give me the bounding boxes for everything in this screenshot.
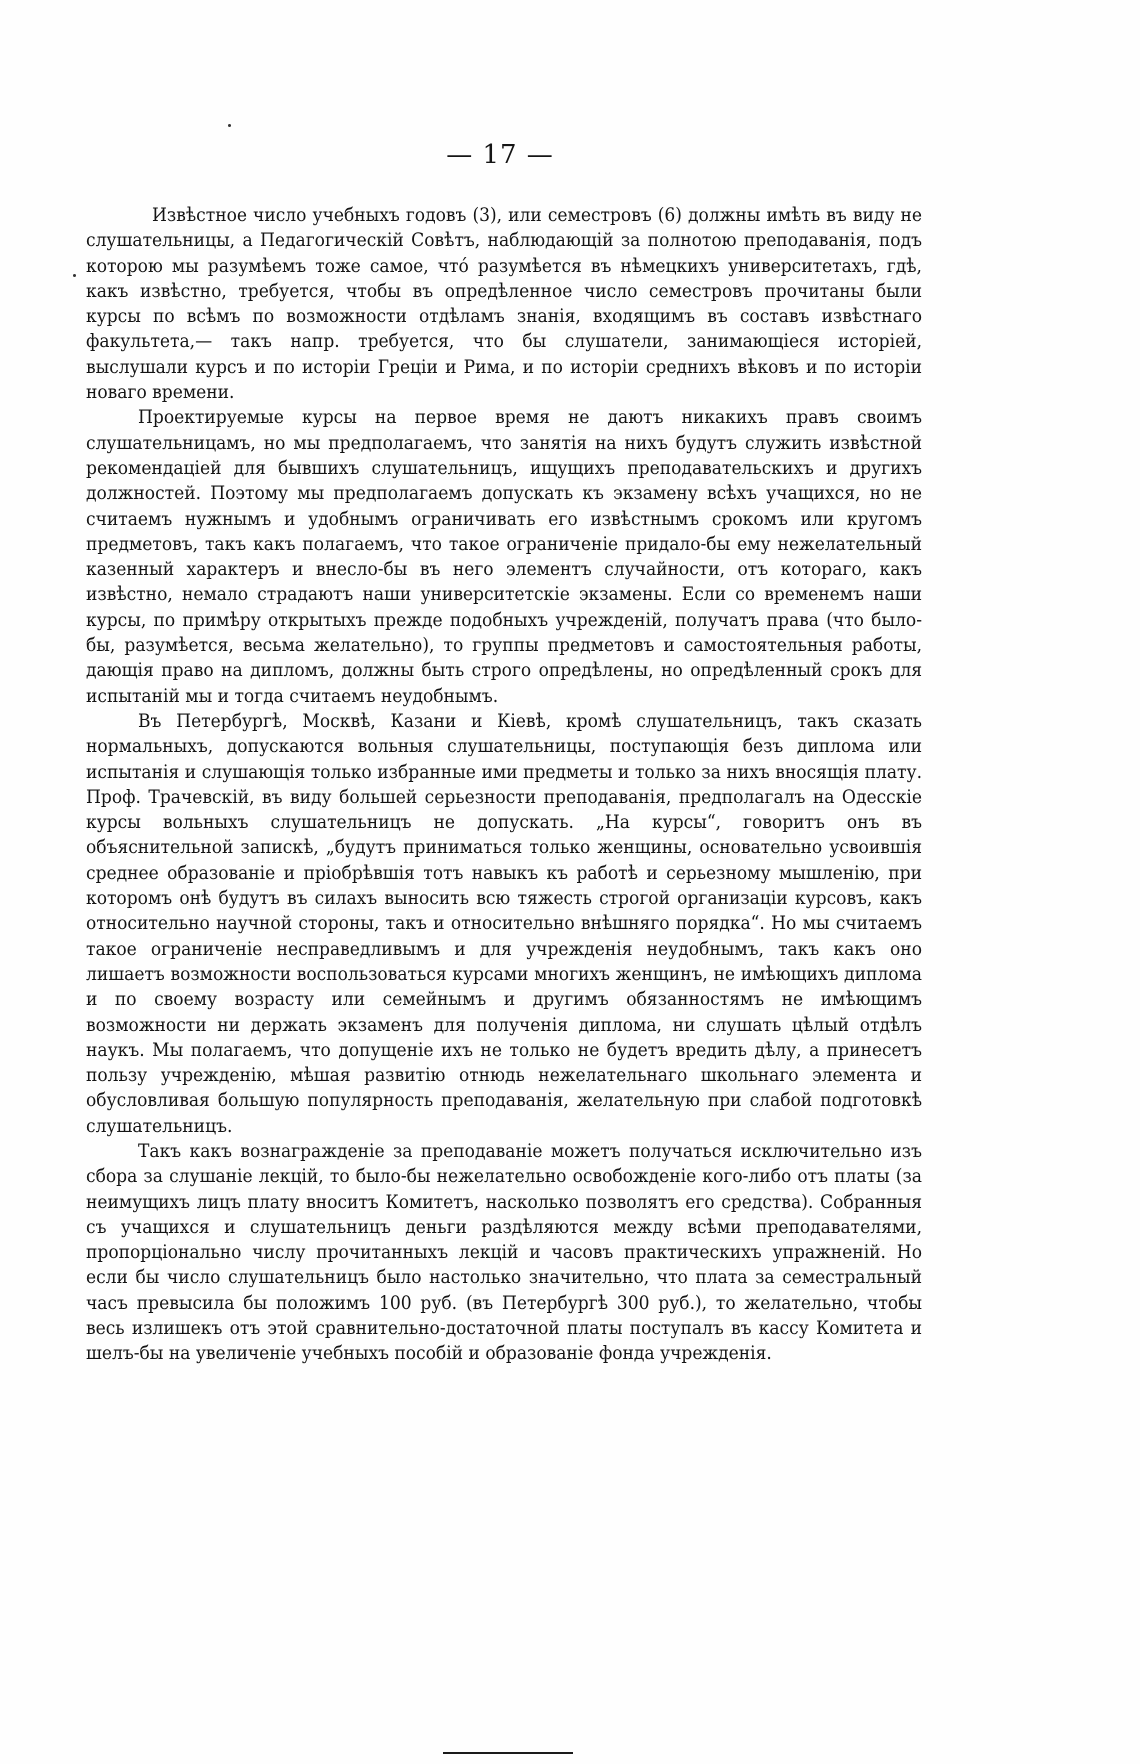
- paragraph-2: Проектируемые курсы на первое время не даютъ никакихъ правъ своимъ слушательницамъ, но мы предполагаемъ, что занятія на нихъ будутъ служить извѣстной рекомендаціей для бывшихъ слушательницъ, ищущихъ преподавательскихъ и другихъ должностей. Поэтому мы предполагаемъ допускать къ экзамену всѣхъ учащихся, но не считаемъ нужнымъ и удобнымъ ограничивать его извѣстнымъ срокомъ или кругомъ предметовъ, такъ какъ полагаемъ, что такое ограниченіе придало-бы ему нежелательный казенный характеръ и внесло-бы въ него элементъ случайности, отъ котораго, какъ извѣстно, немало страдаютъ наши университетскіе экзамены. Если со временемъ наши курсы, по примѣру открытыхъ прежде подобныхъ учрежденій, получатъ права (что было-бы, разумѣется, весьма желательно), то группы предметовъ и самостоятельныя работы, дающія право на дипломъ, должны быть строго опредѣлены, но опредѣленный срокъ для испытаній мы и тогда считаемъ неудобнымъ.: [86, 406, 922, 707]
- page-number: — 17 —: [446, 140, 554, 170]
- scan-speck: [228, 124, 231, 127]
- body-text: [86, 203, 922, 1367]
- paragraph-1: Извѣстное число учебныхъ годовъ (3), или семестровъ (6) должны имѣть въ виду не слушательницы, а Педагогическій Совѣтъ, наблюдающій за полнотою преподаванія, подъ которою мы разумѣемъ тоже самое, что́ разумѣется въ нѣмецкихъ университетахъ, гдѣ, какъ извѣстно, требуется, чтобы въ опредѣленное число семестровъ прочитаны были курсы по всѣмъ по возможности отдѣламъ знанія, входящимъ въ составъ извѣстнаго факультета,— такъ напр. требуется, что бы слушатели, занимающіеся исторіей, выслушали курсъ и по исторіи Греціи и Рима, и по исторіи среднихъ вѣковъ и по исторіи новаго времени.: [86, 204, 922, 404]
- paragraph-3: Въ Петербургѣ, Москвѣ, Казани и Кіевѣ, кромѣ слушательницъ, такъ сказать нормальныхъ, допускаются вольныя слушательницы, поступающія безъ диплома или испытанія и слушающія только избранные ими предметы и только за нихъ вносящія плату. Проф. Трачевскій, въ виду большей серьезности преподаванія, предполагалъ на Одесскіе курсы вольныхъ слушательницъ не допускать. „На курсы“, говоритъ онъ въ объяснительной запискѣ, „будутъ приниматься только женщины, основательно усвоившія среднее образованіе и пріобрѣвшія тотъ навыкъ къ работѣ и серьезному мышленію, при которомъ онѣ будутъ въ силахъ выносить всю тяжесть строгой организаціи курсовъ, какъ относительно научной стороны, такъ и относительно внѣшняго порядка“. Но мы считаемъ такое ограниченіе несправедливымъ и для учрежденія неудобнымъ, такъ какъ оно лишаетъ возможности воспользоваться курсами многихъ женщинъ, не имѣющихъ диплома и по своему возрасту или семейнымъ и другимъ обязанностямъ не имѣющимъ возможности ни держать экзаменъ для полученія диплома, ни слушать цѣлый отдѣлъ наукъ. Мы полагаемъ, что допущеніе ихъ не только не будетъ вредить дѣлу, а принесетъ пользу учрежденію, мѣшая развитію отнюдь нежелательнаго школьнаго элемента и обусловливая большую популярность преподаванія, желательную при слабой подготовкѣ слушательницъ.: [86, 709, 922, 1137]
- end-rule-divider: [443, 1752, 573, 1754]
- paragraph-4: Такъ какъ вознагражденіе за преподаваніе можетъ получаться исключительно изъ сбора за слушаніе лекцій, то было-бы нежелательно освобожденіе кого-либо отъ платы (за неимущихъ лицъ плату вноситъ Комитетъ, насколько позволятъ его средства). Собранныя съ учащихся и слушательницъ деньги раздѣляются между всѣми преподавателями, пропорціонально числу прочитанныхъ лекцій и часовъ практическихъ упражненій. Но если бы число слушательницъ было настолько значительно, что плата за семестральный часъ превысила бы положимъ 100 руб. (въ Петербургѣ 300 руб.), то желательно, чтобы весь излишекъ отъ этой сравнительно-достаточной платы поступалъ въ кассу Комитета и шелъ-бы на увеличеніе учебныхъ пособій и образованіе фонда учрежденія.: [86, 1139, 922, 1365]
- scan-speck: [73, 274, 76, 277]
